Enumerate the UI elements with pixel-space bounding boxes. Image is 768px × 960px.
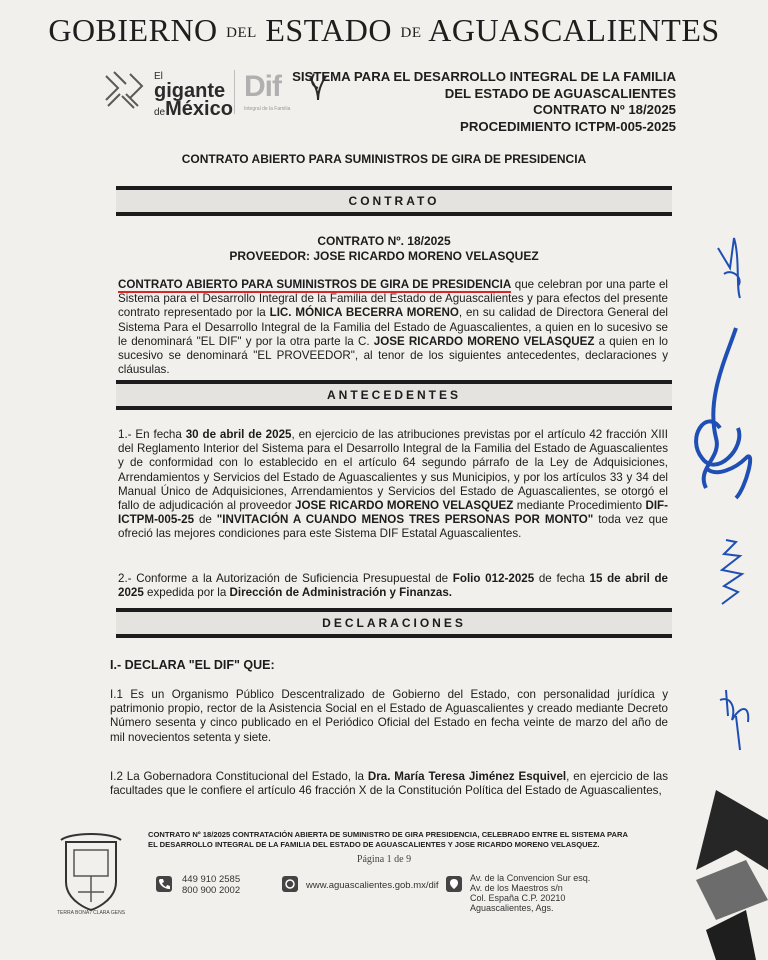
system-header-block: SISTEMA PARA EL DESARROLLO INTEGRAL DE LA FAMILIA DEL ESTADO DE AGUASCALIENTES CONTRATO Nº 18/2025 PROCEDIMIENTO ICTPM-005-2025 — [292, 69, 676, 134]
provider-line: PROVEEDOR: JOSE RICARDO MORENO VELASQUEZ — [229, 249, 539, 263]
state-logo-icon — [100, 66, 148, 114]
initials-mark-2 — [710, 676, 760, 756]
decorative-corner-graphic — [676, 790, 768, 960]
signature-mark-1 — [688, 228, 768, 308]
phone-numbers: 449 910 2585 800 900 2002 — [182, 874, 241, 896]
dif-logo: Dif — [244, 70, 281, 103]
logo-divider — [234, 70, 235, 114]
declaration-heading: I.- DECLARA "EL DIF" QUE: — [110, 658, 275, 672]
web-icon — [282, 876, 298, 892]
antecedente-2: 2.- Conforme a la Autorización de Suficiencia Presupuestal de Folio 012-2025 de fecha 15 de abril de 2025 expedida por la Dirección de Administración y Finanzas. — [118, 572, 669, 600]
section-declaraciones: DECLARACIONES — [116, 608, 672, 638]
gigante-de-mexico-logo: El gigante deMéxico — [154, 71, 233, 120]
antecedente-1: 1.- En fecha 30 de abril de 2025, en ejercicio de las atribuciones previstas por el artículo 42 fracción XIII del Reglamento Interior del Sistema para el Desarrollo Integral de la Familia del Estado de Aguascalientes y de conformidad con lo establecido en el artículo 64 segundo párrafo de la Ley de Adquisiciones, Arrendamientos y Servicios del Estado de Aguascalientes y sus Municipios, y por los artículos 33 y 34 del Manual Único de Adquisiciones, Arrendamientos y Servicios del Estado de Aguascalientes, se otorgó el fallo de adjudicación al proveedor JOSE RICARDO MORENO VELASQUEZ mediante Procedimiento DIF-ICTPM-005-25 de "INVITACIÓN A CUANDO MENOS TRES PERSONAS POR MONTO" toda vez que ofreció las mejores condiciones para este Sistema DIF Estatal Aguascalientes. — [118, 428, 668, 541]
signature-mark-2 — [676, 318, 768, 508]
document-title: CONTRATO ABIERTO PARA SUMINISTROS DE GIRA DE PRESIDENCIA — [181, 152, 587, 166]
section-antecedentes: ANTECEDENTES — [116, 380, 672, 410]
declaration-1-1: I.1 Es un Organismo Público Descentralizado de Gobierno del Estado, con personalidad jurídica y patrimonio propio, rector de la Asistencia Social en el Estado de Aguascalientes y creado mediante Decreto Número sesenta y cinco publicado en el Periódico Oficial del Estado en fecha veinte de marzo del año de mil novecientos setenta y siete. — [110, 688, 668, 744]
phone-icon — [156, 876, 172, 892]
dif-logo-subtitle: Integral de la Familia — [244, 106, 291, 112]
government-title: GOBIERNO DEL ESTADO DE AGUASCALIENTES — [48, 12, 720, 48]
website-link[interactable]: www.aguascalientes.gob.mx/dif — [306, 880, 439, 891]
intro-lead: CONTRATO ABIERTO PARA SUMINISTROS DE GIRA DE PRESIDENCIA — [118, 278, 512, 291]
page-number: Página 1 de 9 — [356, 854, 412, 865]
address: Av. de la Convencion Sur esq. Av. de los Maestros s/n Col. España C.P. 20210 Aguascalientes, Ags. — [470, 873, 591, 913]
section-contrato: CONTRATO — [116, 186, 672, 216]
intro-paragraph: CONTRATO ABIERTO PARA SUMINISTROS DE GIRA DE PRESIDENCIA que celebran por una parte el Sistema para el Desarrollo Integral de la Familia del Estado de Aguascalientes y para efectos del presente contrato representado por la LIC. MÓNICA BECERRA MORENO, en su calidad de Directora General del Sistema Para el Desarrollo Integral de la Familia del Estado de Aguascalientes, a quien en lo sucesivo se le denominará "EL DIF" y por la otra parte la C. JOSE RICARDO MORENO VELASQUEZ a quien en lo sucesivo se denominará "EL PROVEEDOR", al tenor de los siguientes antecedentes, declaraciones y cláusulas. — [118, 278, 668, 377]
state-seal-icon — [56, 832, 126, 914]
seal-motto: TERRA BONA / CLARA GENS — [56, 910, 126, 916]
declaration-1-2: I.2 La Gobernadora Constitucional del Estado, la Dra. María Teresa Jiménez Esquivel, en ejercicio de las facultades que le confiere el artículo 46 fracción X de la Constitución Política del Estado de Aguascalientes, — [110, 770, 669, 798]
footer-legend: CONTRATO Nº 18/2025 CONTRATACIÓN ABIERTA DE SUMINISTRO DE GIRA PRESIDENCIA, CELEBRADO ENTRE EL SISTEMA PARA EL DESARROLLO INTEGRAL DE LA FAMILIA DEL ESTADO DE AGUASCALIENTES Y JOSE RICARDO MORENO VELASQUEZ. — [148, 830, 628, 849]
contract-number: CONTRATO Nº. 18/2025 — [317, 234, 451, 248]
initials-mark-1 — [712, 530, 752, 610]
location-icon — [446, 876, 462, 892]
